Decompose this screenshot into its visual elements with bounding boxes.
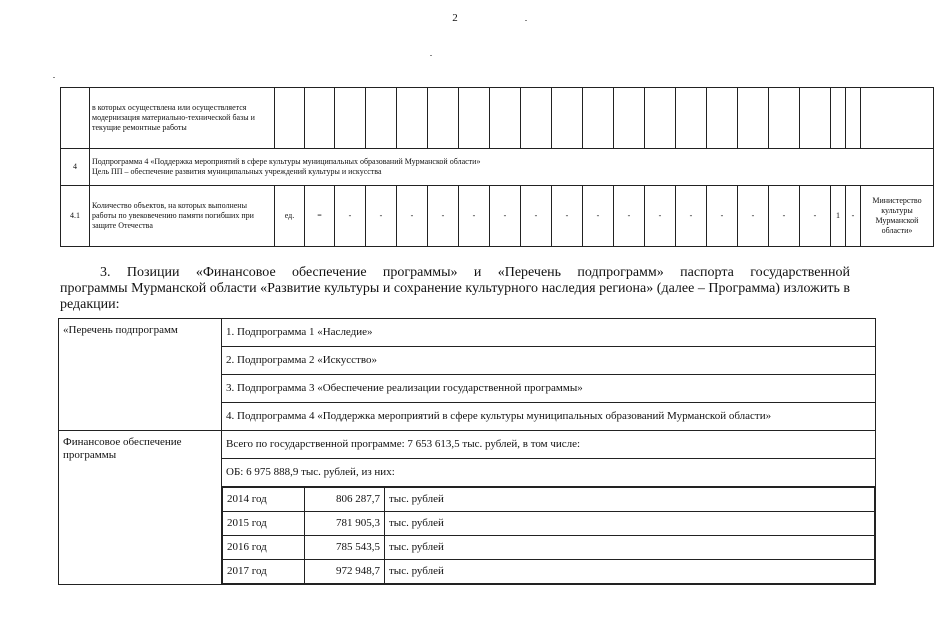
cell-unit: ед. bbox=[275, 186, 305, 247]
year-unit: тыс. рублей bbox=[385, 512, 875, 536]
cell-value: - bbox=[366, 186, 397, 247]
cell-trend: = bbox=[305, 186, 335, 247]
finance-label: Финансовое обеспечение программы bbox=[59, 431, 222, 585]
cell-value: - bbox=[707, 186, 738, 247]
year-row bbox=[223, 488, 875, 512]
cell-indicator-name: Количество объектов, на которых выполнены работы по увековечению памяти погибших при защите Отечества bbox=[90, 186, 275, 247]
subprogram-item: 2. Подпрограмма 2 «Искусство» bbox=[222, 347, 876, 375]
cell-value: - bbox=[769, 186, 800, 247]
subprograms-label: «Перечень подпрограмм bbox=[59, 319, 222, 431]
year-amount: 806 287,7 bbox=[305, 488, 385, 512]
cell-value: - bbox=[521, 186, 552, 247]
cell-value: - bbox=[428, 186, 459, 247]
cell-num bbox=[61, 88, 90, 149]
cell-value: - bbox=[583, 186, 614, 247]
cell-responsible: Министерство культуры Мурманской области» bbox=[861, 186, 934, 247]
page-number: 2 bbox=[452, 12, 458, 24]
subprogram-item: 3. Подпрограмма 3 «Обеспечение реализации государственной программы» bbox=[222, 375, 876, 403]
indicator-table bbox=[60, 87, 934, 247]
cell-value: - bbox=[846, 186, 861, 247]
cell-indicator-name: в которых осуществлена или осуществляется модернизация материально-технической базы и текущие ремонтные работы bbox=[90, 88, 275, 149]
cell-value: - bbox=[490, 186, 521, 247]
subprogram-item: 1. Подпрограмма 1 «Наследие» bbox=[222, 319, 876, 347]
paragraph-text: программы Мурманской области «Развитие культуры и сохранение культурного наследия региона» (далее – Программа) изложить в редакции: bbox=[60, 281, 850, 312]
cell-value: - bbox=[614, 186, 645, 247]
year-unit: тыс. рублей bbox=[385, 560, 875, 584]
scan-speck bbox=[430, 55, 432, 56]
cell-value: - bbox=[459, 186, 490, 247]
year-amount: 972 948,7 bbox=[305, 560, 385, 584]
finance-ob: ОБ: 6 975 888,9 тыс. рублей, из них: bbox=[222, 459, 876, 487]
year-label: 2014 год bbox=[223, 488, 305, 512]
year-label: 2015 год bbox=[223, 512, 305, 536]
cell-value: - bbox=[800, 186, 831, 247]
year-amount: 781 905,3 bbox=[305, 512, 385, 536]
cell-num: 4.1 bbox=[61, 186, 90, 247]
cell-subprogram-title bbox=[90, 149, 934, 186]
cell-value: - bbox=[645, 186, 676, 247]
subprogram-line: Подпрограмма 4 «Поддержка мероприятий в сфере культуры муниципальных образований Мурманской области» bbox=[92, 157, 481, 166]
table-row-subprogram-list bbox=[59, 319, 876, 347]
year-unit: тыс. рублей bbox=[385, 536, 875, 560]
subprogram-item: 4. Подпрограмма 4 «Поддержка мероприятий в сфере культуры муниципальных образований Мурманской области» bbox=[222, 403, 876, 431]
year-unit: тыс. рублей bbox=[385, 488, 875, 512]
finance-years-table bbox=[222, 487, 875, 584]
table-row-subprogram bbox=[61, 149, 934, 186]
year-label: 2017 год bbox=[223, 560, 305, 584]
cell-value: - bbox=[552, 186, 583, 247]
scan-speck bbox=[525, 20, 527, 21]
table-row-indicator bbox=[61, 186, 934, 247]
cell-value: - bbox=[738, 186, 769, 247]
cell-value: - bbox=[676, 186, 707, 247]
scan-speck bbox=[53, 77, 55, 78]
amendment-paragraph bbox=[60, 265, 850, 313]
table-row-finance-total bbox=[59, 431, 876, 459]
cell-value: - bbox=[397, 186, 428, 247]
finance-years-cell bbox=[222, 487, 876, 585]
cell-value: 1 bbox=[831, 186, 846, 247]
cell-value: - bbox=[335, 186, 366, 247]
year-row bbox=[223, 512, 875, 536]
table-row-continuation bbox=[61, 88, 934, 149]
passport-table bbox=[58, 318, 876, 585]
cell-num: 4 bbox=[61, 149, 90, 186]
year-label: 2016 год bbox=[223, 536, 305, 560]
paragraph-first-line: 3. Позиции «Финансовое обеспечение программы» и «Перечень подпрограмм» паспорта государственной bbox=[100, 265, 850, 280]
subprogram-goal: Цель ПП – обеспечение развития муниципальных учреждений культуры и искусства bbox=[92, 167, 382, 176]
year-amount: 785 543,5 bbox=[305, 536, 385, 560]
year-row bbox=[223, 560, 875, 584]
year-row bbox=[223, 536, 875, 560]
finance-total: Всего по государственной программе: 7 653 613,5 тыс. рублей, в том числе: bbox=[222, 431, 876, 459]
